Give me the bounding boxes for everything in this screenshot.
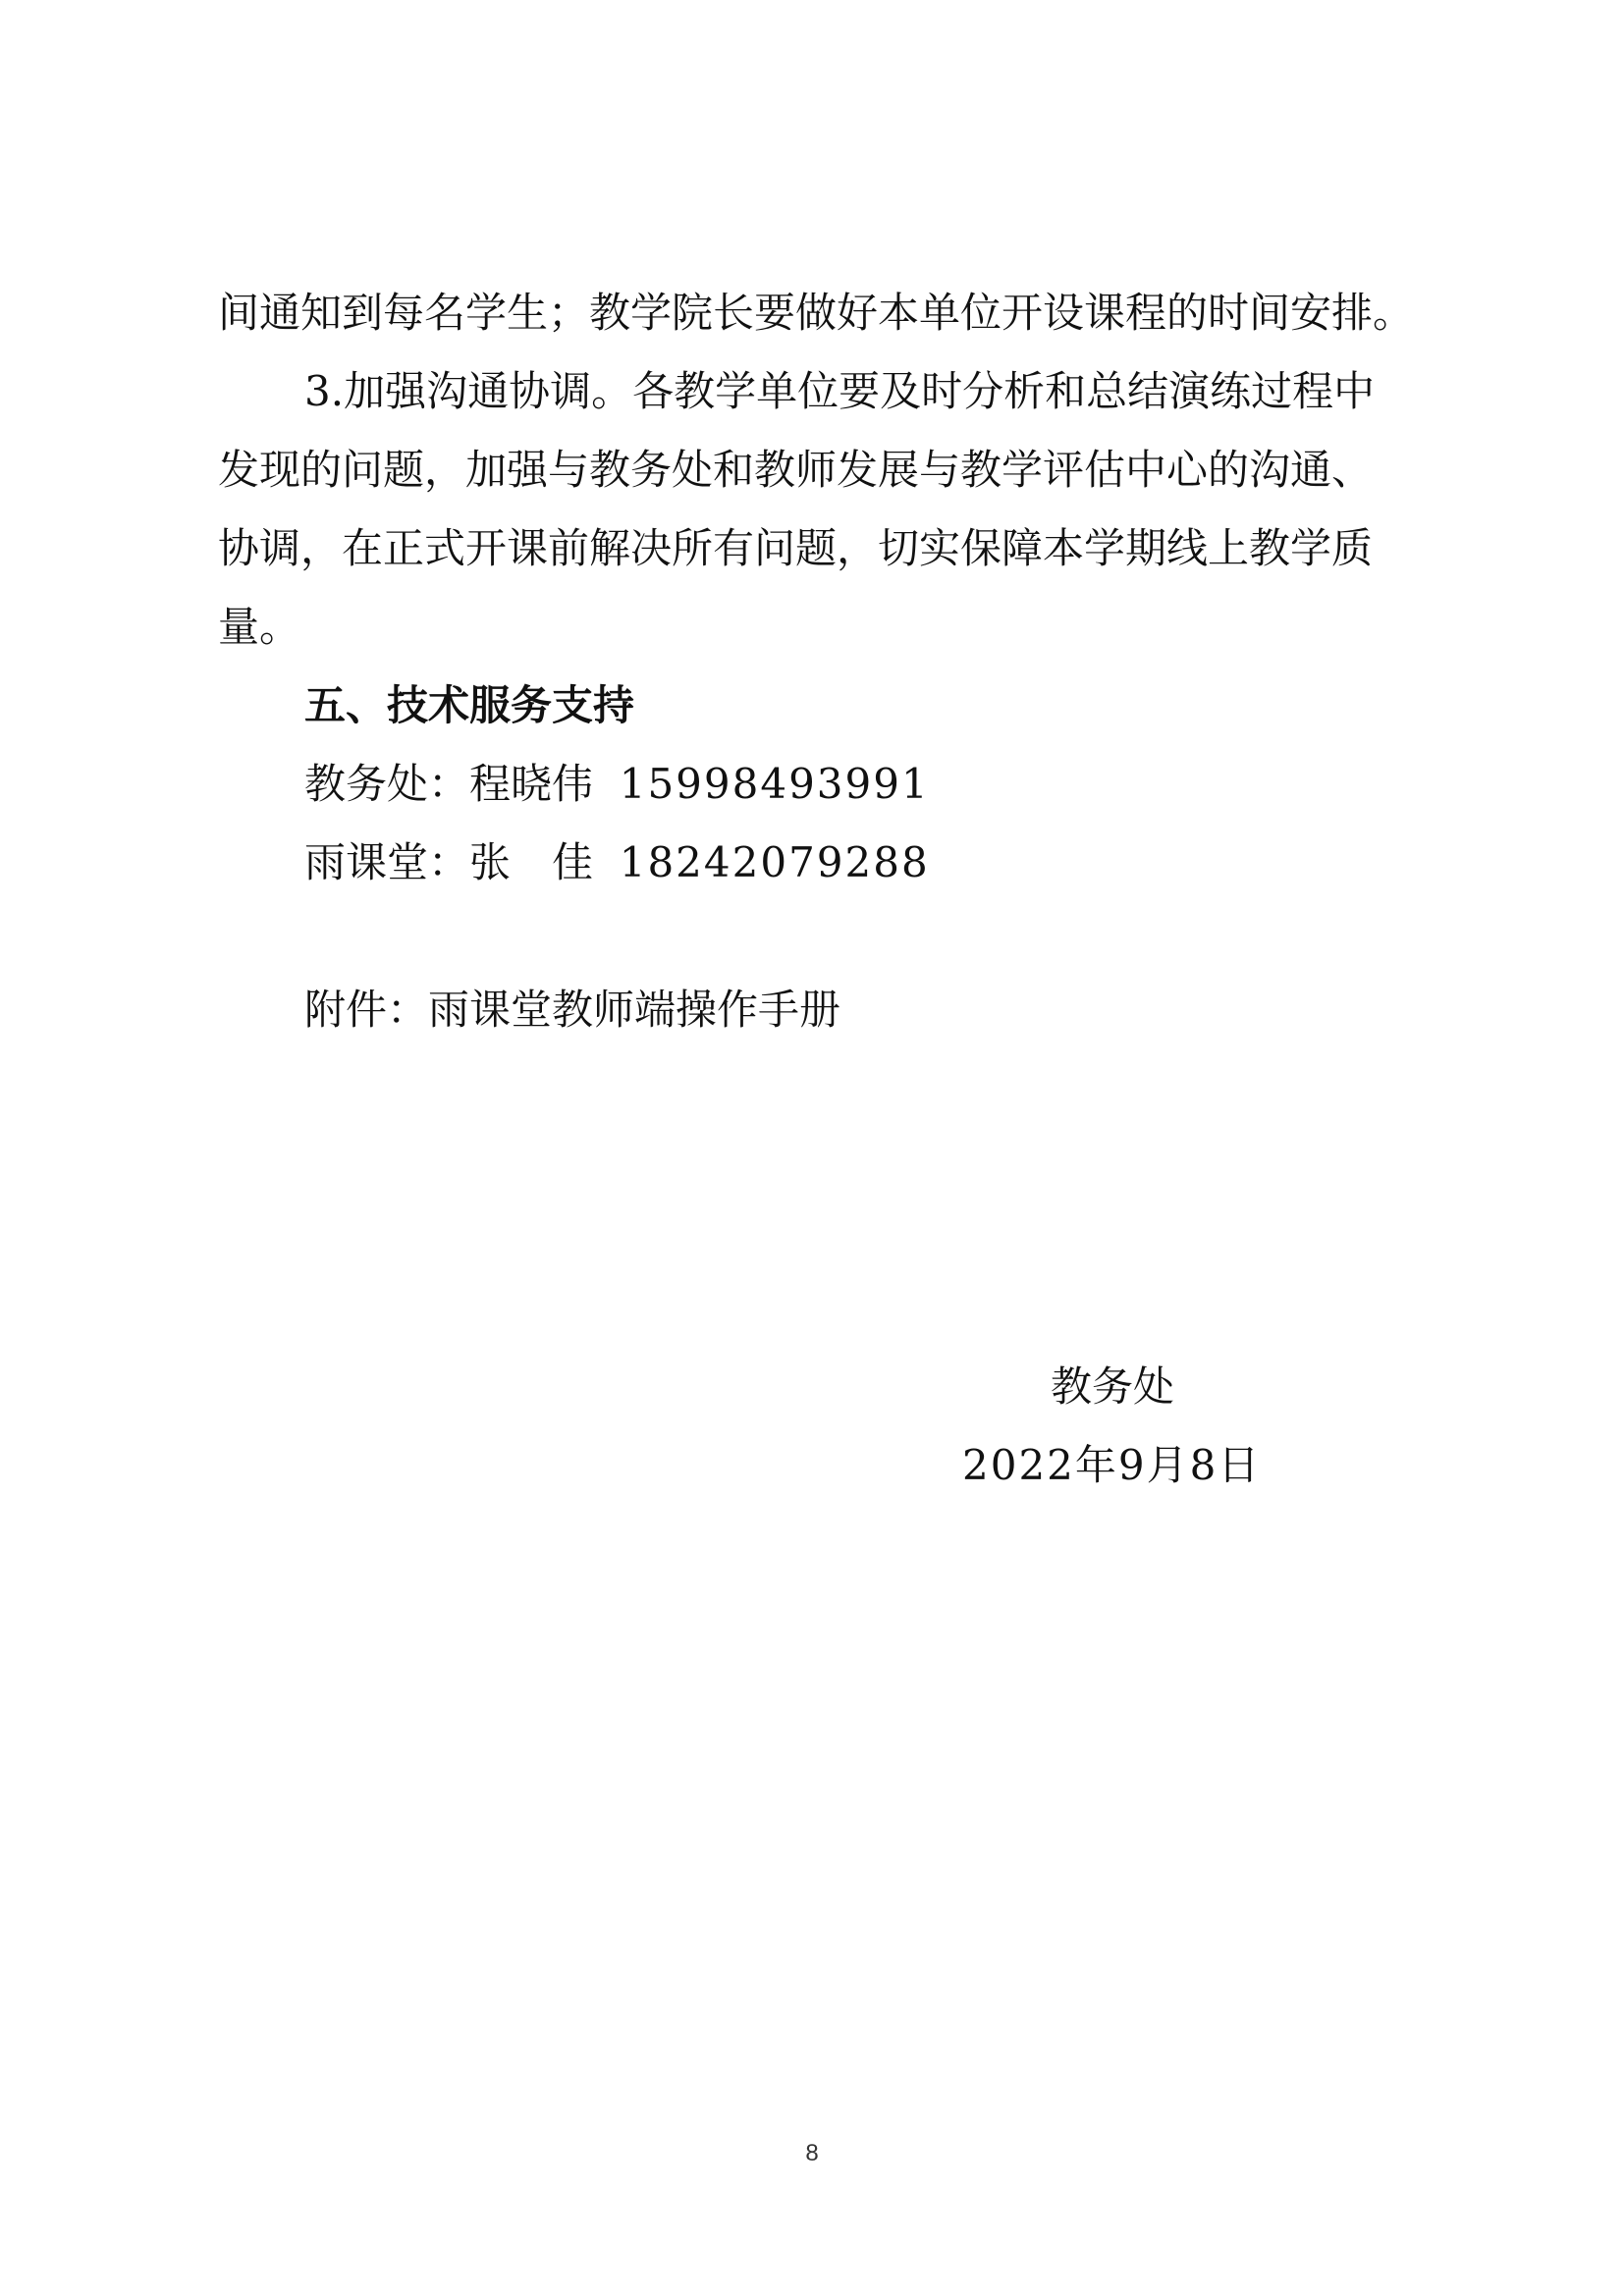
page-number: 8 bbox=[805, 2140, 819, 2166]
signature-date: 2022年9月8日 bbox=[962, 1441, 1262, 1489]
attachment-line: 附件：雨课堂教师端操作手册 bbox=[304, 986, 841, 1034]
section-heading: 五、技术服务支持 bbox=[304, 681, 635, 729]
contact-label: 雨课堂： bbox=[304, 838, 470, 886]
signature-org: 教务处 bbox=[1051, 1362, 1175, 1411]
contact-row bbox=[304, 760, 930, 808]
contact-row bbox=[304, 838, 930, 886]
body-line-4: 协调，在正式开课前解决所有问题，切实保障本学期线上教学质 bbox=[218, 524, 1374, 572]
contact-label: 教务处： bbox=[304, 760, 470, 808]
contact-phone: 15998493991 bbox=[619, 760, 930, 808]
body-line-5: 量。 bbox=[218, 603, 301, 651]
contact-name: 张 佳 bbox=[469, 838, 594, 886]
body-line-1: 间通知到每名学生；教学院长要做好本单位开设课程的时间安排。 bbox=[218, 289, 1415, 337]
body-line-2: 3.加强沟通协调。各教学单位要及时分析和总结演练过程中 bbox=[304, 367, 1376, 415]
contact-phone: 18242079288 bbox=[619, 838, 930, 886]
contact-name: 程晓伟 bbox=[469, 760, 594, 808]
body-line-3: 发现的问题，加强与教务处和教师发展与教学评估中心的沟通、 bbox=[218, 446, 1374, 494]
